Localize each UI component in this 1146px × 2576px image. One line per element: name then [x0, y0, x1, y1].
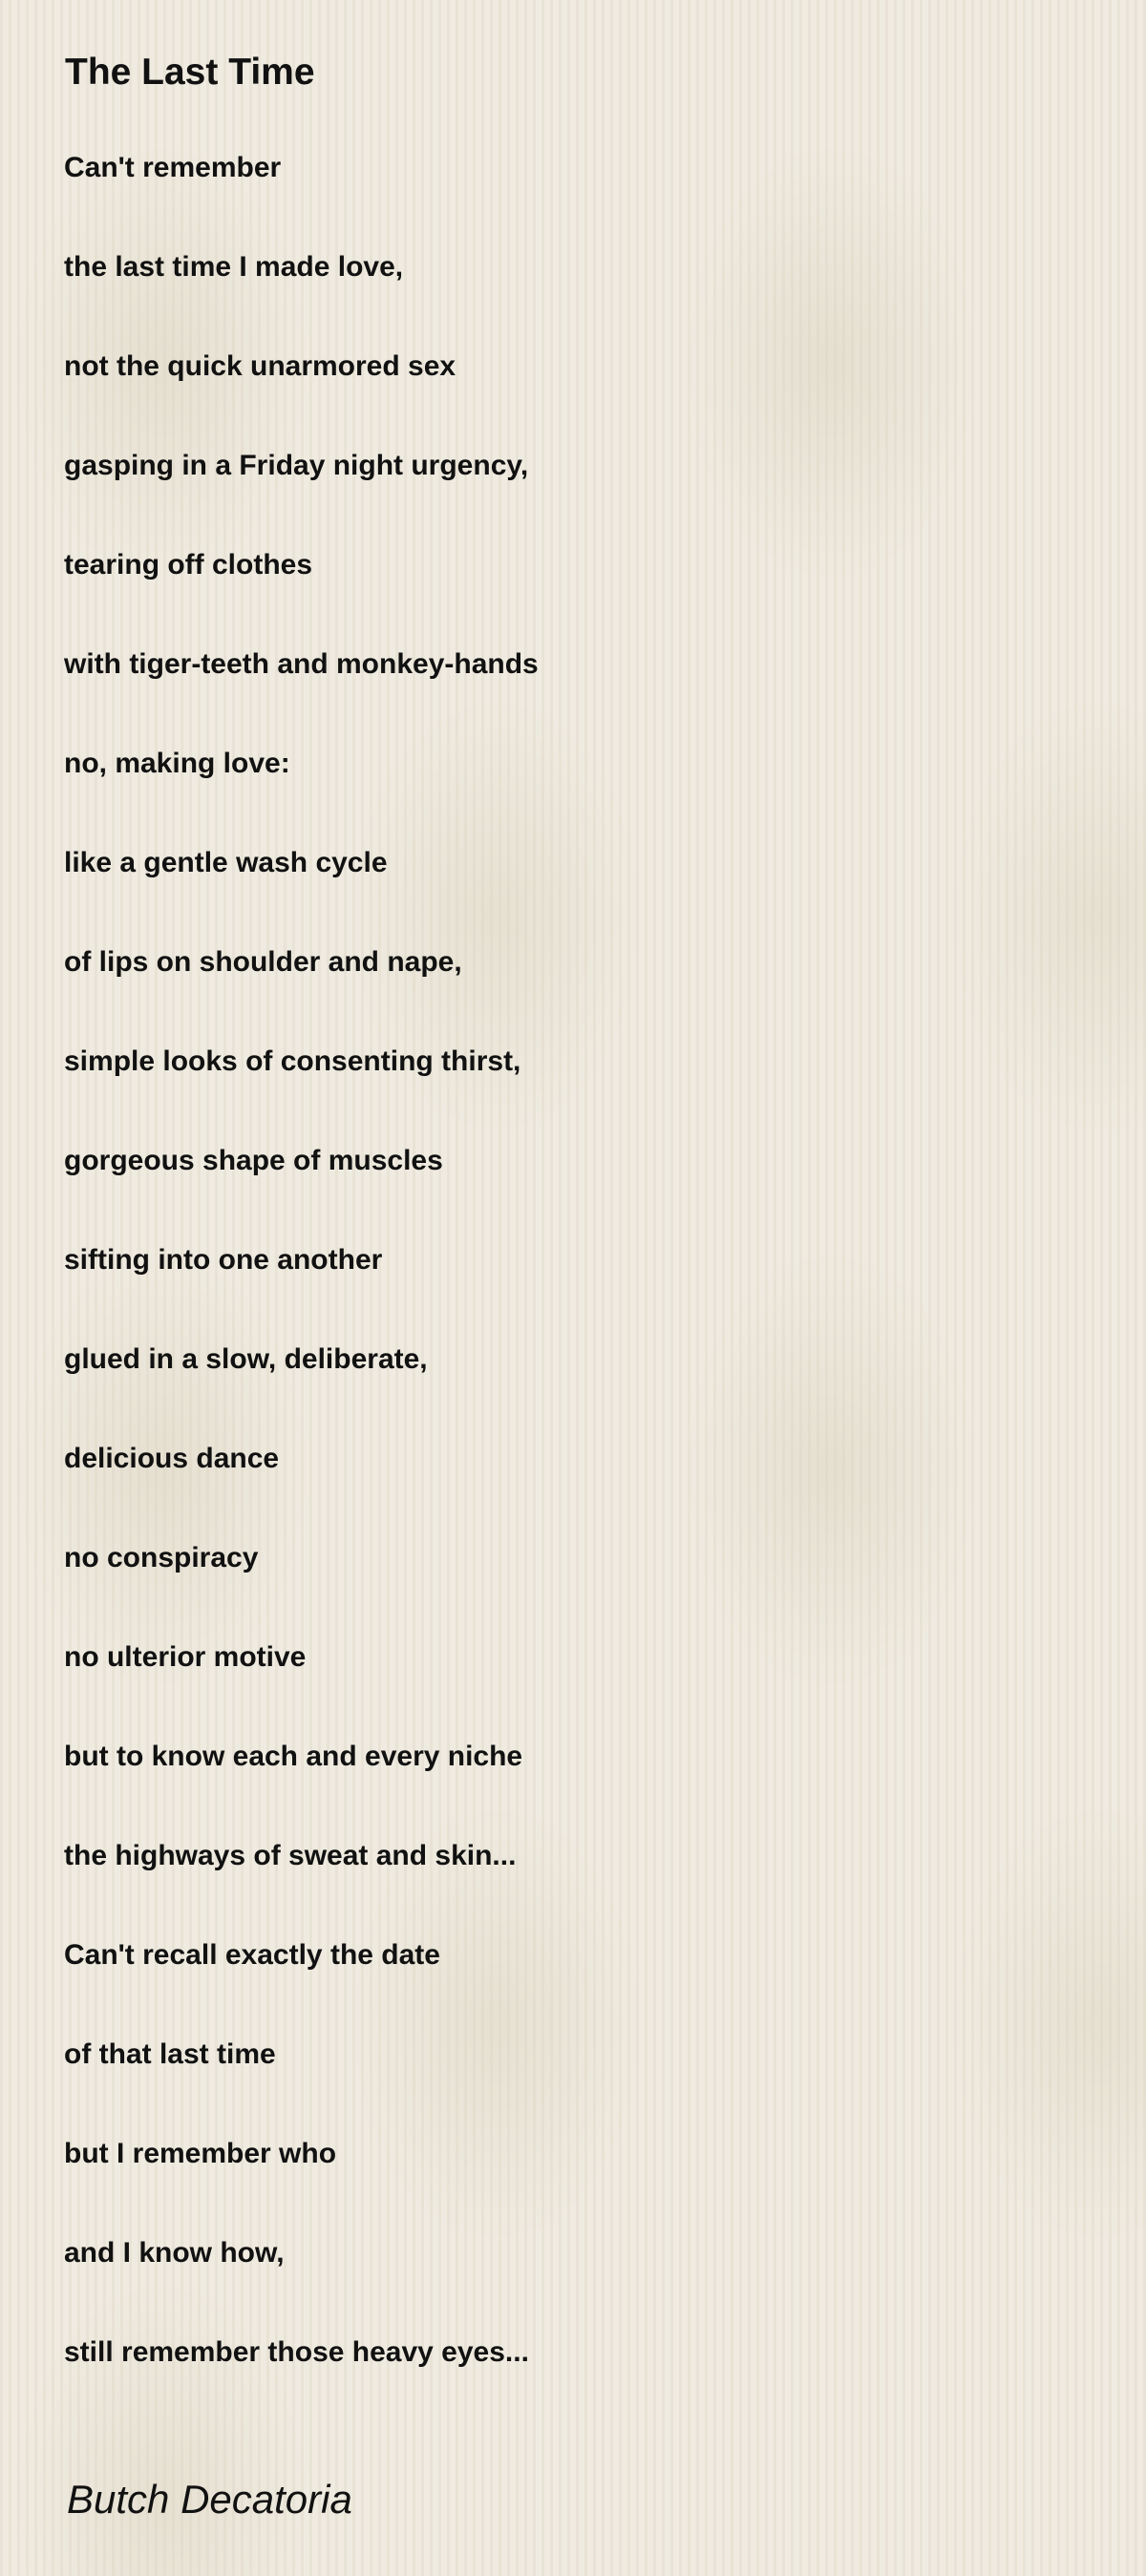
- poem-line: still remember those heavy eyes...: [64, 2336, 529, 2368]
- poem-line: Can't remember: [64, 152, 282, 183]
- poem-line: of lips on shoulder and nape,: [64, 946, 462, 978]
- poem-line: the last time I made love,: [64, 251, 404, 283]
- poem-line: but I remember who: [64, 2138, 337, 2169]
- poem-author: Butch Decatoria: [67, 2477, 352, 2522]
- poem-line: the highways of sweat and skin...: [64, 1840, 517, 1871]
- poem-title: The Last Time: [65, 52, 315, 93]
- poem-line: tearing off clothes: [64, 549, 313, 581]
- poem-line: with tiger-teeth and monkey-hands: [64, 648, 539, 680]
- poem-line: glued in a slow, deliberate,: [64, 1343, 428, 1375]
- poem-line: no ulterior motive: [64, 1641, 307, 1673]
- poem-line: Can't recall exactly the date: [64, 1939, 440, 1971]
- poem-line: no, making love:: [64, 748, 290, 779]
- poem-line: no conspiracy: [64, 1542, 259, 1573]
- poem-line: delicious dance: [64, 1443, 280, 1474]
- poem-line: sifting into one another: [64, 1244, 383, 1276]
- poem-body: [64, 141, 539, 2425]
- poem-line: simple looks of consenting thirst,: [64, 1045, 521, 1077]
- poem-line: of that last time: [64, 2038, 276, 2070]
- poem-line: not the quick unarmored sex: [64, 350, 456, 382]
- poem-line: like a gentle wash cycle: [64, 847, 388, 878]
- poem-line: gorgeous shape of muscles: [64, 1145, 443, 1176]
- poem-line: gasping in a Friday night urgency,: [64, 450, 529, 481]
- poem-line: but to know each and every niche: [64, 1741, 523, 1772]
- poem-line: and I know how,: [64, 2237, 285, 2269]
